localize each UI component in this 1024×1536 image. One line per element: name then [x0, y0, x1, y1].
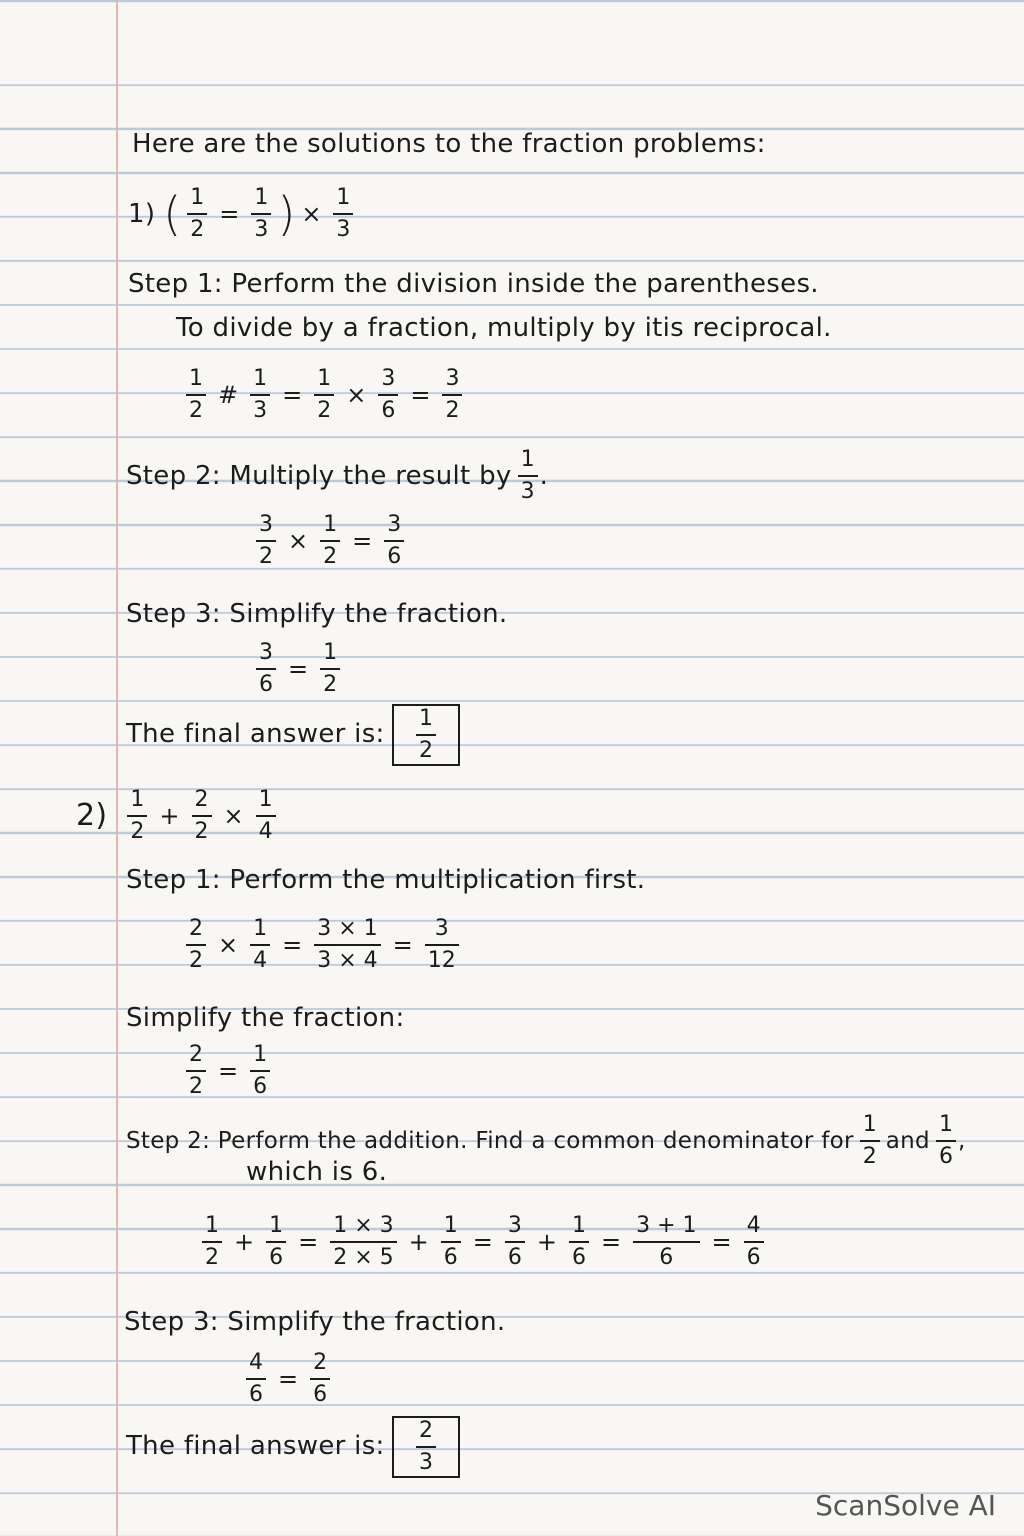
operator: =: [392, 931, 413, 959]
p2-final-answer-box: [392, 1416, 460, 1478]
fraction: $\frac{4}{6}$: [246, 1350, 266, 1408]
p2-equation-2: [196, 1206, 770, 1278]
fraction: $\frac{4}{6}$: [744, 1213, 764, 1271]
fraction: $\frac{2}{3}$: [416, 1418, 436, 1476]
operator: #: [218, 381, 239, 409]
fraction: $\frac{3}{12}$: [425, 916, 459, 974]
fraction: $\frac{2}{6}$: [310, 1350, 330, 1408]
p2-step1: Step 1: Perform the multiplication first.: [126, 865, 646, 895]
operator: +: [536, 1228, 557, 1256]
operator: =: [472, 1228, 493, 1256]
p1-step3: Step 3: Simplify the fraction.: [126, 599, 508, 629]
fraction: $\frac{1}{3}$: [333, 185, 353, 243]
fraction: $\frac{1}{3}$: [251, 185, 271, 243]
fraction: $\frac{1}{6}$: [266, 1213, 286, 1271]
p1-step2: [126, 446, 548, 506]
operator: +: [408, 1228, 429, 1256]
intro-text: Here are the solutions to the fraction problems:: [132, 129, 766, 159]
operator: ×: [346, 381, 367, 409]
fraction: $\frac{1}{2}$: [320, 640, 340, 698]
fraction: $\frac{1}{2}$: [187, 185, 207, 243]
p1-final-answer-box: [392, 704, 460, 766]
watermark: ScanSolve AI: [815, 1489, 996, 1522]
fraction: $\frac{1}{2}$: [314, 366, 334, 424]
p2-simplify-equation: [180, 1038, 276, 1104]
p2-final-label: The final answer is:: [126, 1431, 385, 1461]
operator: =: [218, 1057, 239, 1085]
operator: ×: [288, 527, 309, 555]
fraction: $\frac{3}{6}$: [384, 512, 404, 570]
operator: =: [298, 1228, 319, 1256]
fraction: $\frac{3}{2}$: [442, 366, 462, 424]
operator: ×: [218, 931, 239, 959]
operator: ×: [223, 802, 244, 830]
operator: =: [600, 1228, 622, 1256]
fraction: $\frac{1}{2}$: [202, 1213, 222, 1271]
operator: +: [234, 1228, 255, 1256]
fraction: $\frac{1}{2}$: [416, 706, 436, 764]
p1-equation-1: [180, 362, 468, 428]
p1-step2-text: Step 2: Multiply the result by: [126, 461, 512, 491]
p1-step1-desc: To divide by a fraction, multiply by itis reciprocal.: [176, 313, 832, 343]
operator: =: [282, 931, 303, 959]
right-paren: ): [277, 187, 296, 241]
p2-equation-3: [240, 1346, 336, 1412]
fraction: $\frac{3}{6}$: [505, 1213, 525, 1271]
and-word: and: [885, 1128, 930, 1154]
fraction: $\frac{1}{6}$: [936, 1112, 956, 1170]
p2-equation-1: [180, 912, 465, 978]
operator: =: [711, 1228, 732, 1256]
fraction: $\frac{3 + 1}{6}$: [633, 1213, 699, 1271]
fraction: $\frac{1}{2}$: [186, 366, 206, 424]
problem-2-label: 2): [76, 798, 108, 833]
fraction: $\frac{1}{3}$: [518, 447, 538, 505]
operator: =: [352, 527, 373, 555]
fraction: $\frac{3}{2}$: [256, 512, 276, 570]
p2-step3: Step 3: Simplify the fraction.: [124, 1307, 506, 1337]
p1-final-label: The final answer is:: [126, 719, 385, 749]
comma: ,: [957, 1128, 966, 1154]
p2-step2-text: Step 2: Perform the addition. Find a common denominator for: [126, 1128, 854, 1154]
problem-2-expression: [76, 786, 282, 846]
p2-simplify-label: Simplify the fraction:: [126, 1003, 405, 1033]
fraction: $\frac{1}{6}$: [441, 1213, 461, 1271]
problem-1-label: 1): [128, 199, 156, 229]
fraction: $\frac{3 \times 1}{3 \times 4}$: [314, 916, 380, 974]
period: .: [539, 461, 549, 491]
left-paren: (: [163, 187, 182, 241]
p1-equation-2: [250, 508, 410, 574]
operator: =: [278, 1365, 299, 1393]
fraction: $\frac{2}{2}$: [192, 787, 212, 845]
operator: =: [410, 381, 431, 409]
problem-1-expression: [128, 186, 359, 242]
operator: ×: [301, 200, 322, 228]
fraction: $\frac{2}{2}$: [186, 1042, 206, 1100]
fraction: $\frac{1}{4}$: [250, 916, 270, 974]
fraction: $\frac{3}{6}$: [256, 640, 276, 698]
fraction: $\frac{1}{4}$: [256, 787, 276, 845]
operator: +: [159, 802, 180, 830]
p2-step2-continued: which is 6.: [246, 1157, 388, 1187]
fraction: $\frac{1}{6}$: [250, 1042, 270, 1100]
fraction: $\frac{1}{3}$: [250, 366, 270, 424]
fraction: $\frac{2}{2}$: [186, 916, 206, 974]
fraction: $\frac{1}{2}$: [127, 787, 147, 845]
fraction: $\frac{1}{2}$: [860, 1112, 880, 1170]
p1-equation-3: [250, 636, 346, 702]
margin-line: [116, 0, 118, 1536]
operator: =: [219, 200, 240, 228]
operator: =: [288, 655, 309, 683]
fraction: $\frac{1}{6}$: [569, 1213, 589, 1271]
fraction: $\frac{3}{6}$: [378, 366, 398, 424]
p1-step1-title: Step 1: Perform the division inside the parentheses.: [128, 269, 819, 299]
fraction: $\frac{1}{2}$: [320, 512, 340, 570]
fraction: $\frac{1 \times 3}{2 \times 5}$: [330, 1213, 396, 1271]
operator: =: [282, 381, 303, 409]
